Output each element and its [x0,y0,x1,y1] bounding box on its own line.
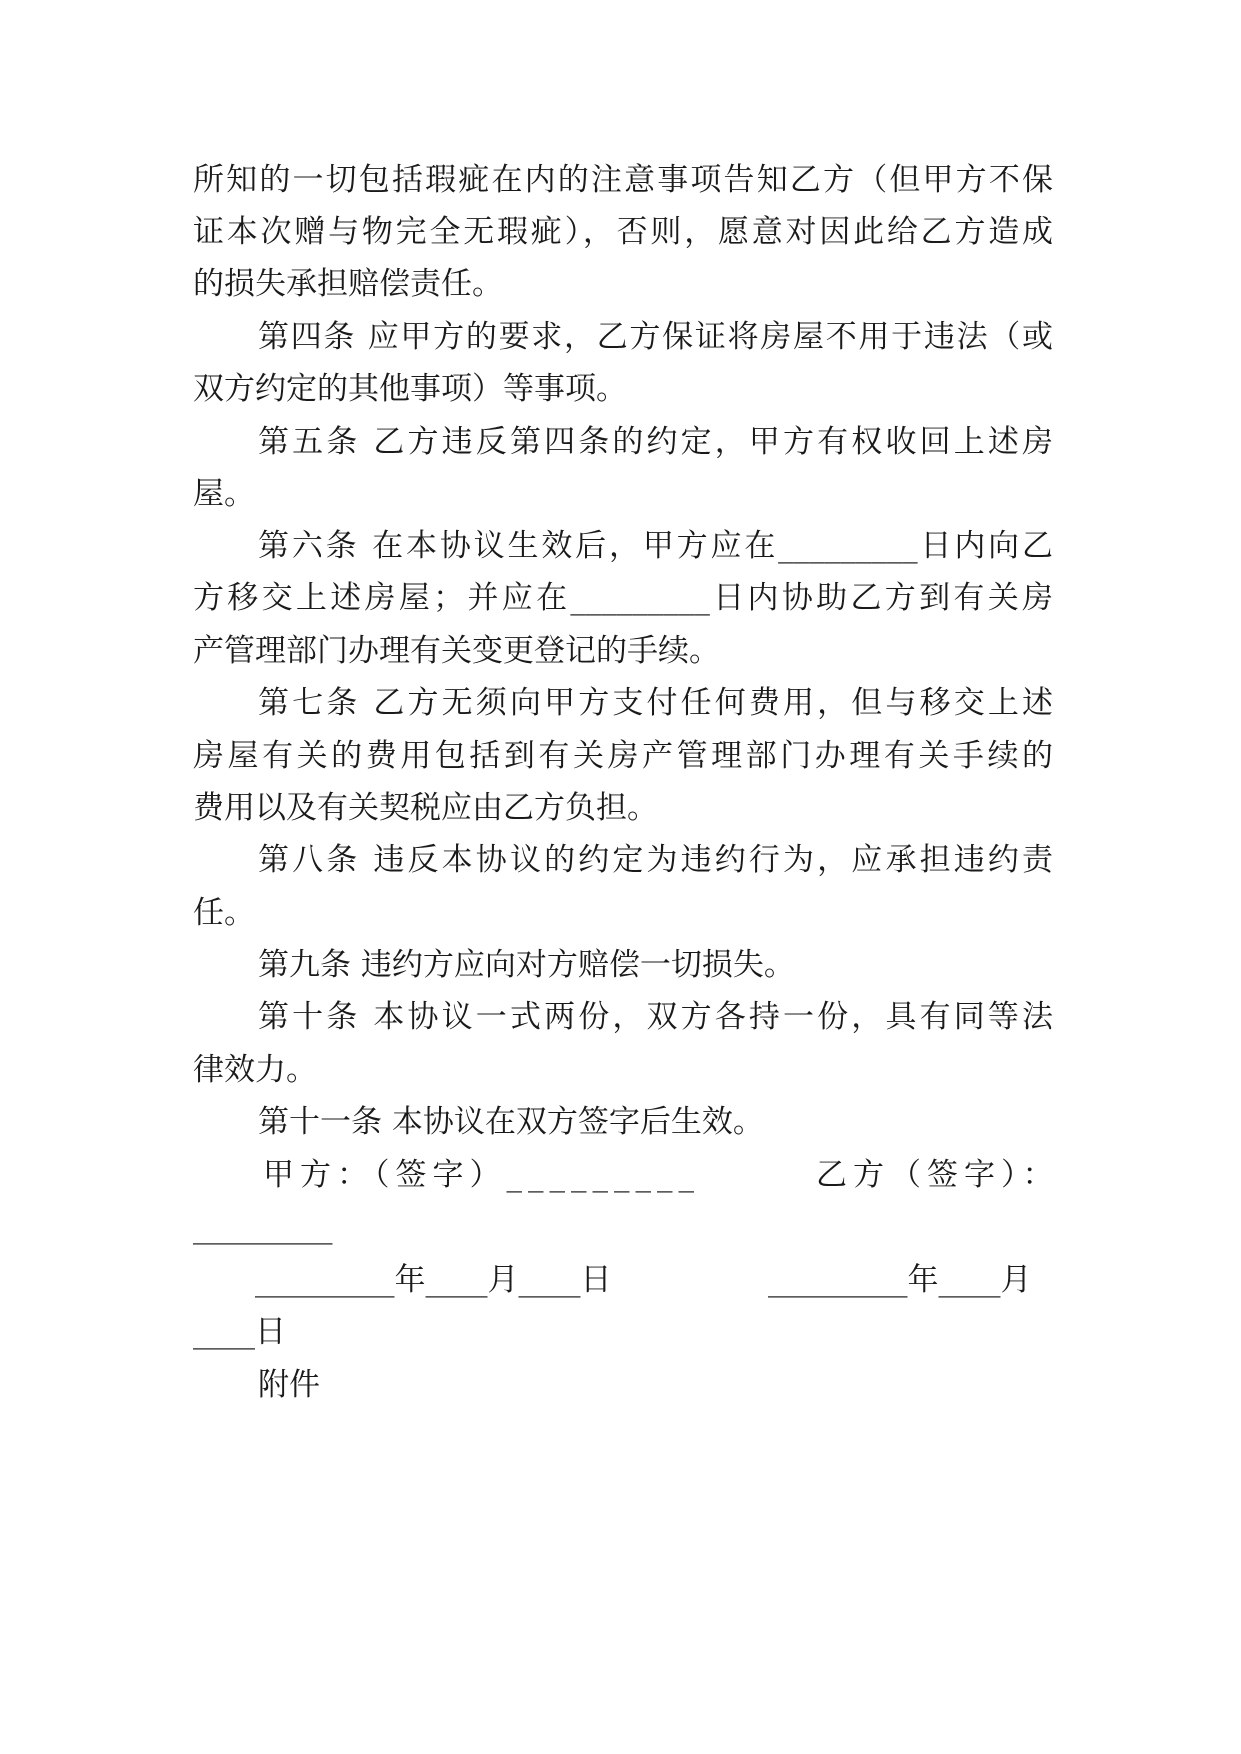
article-8-line: 第八条 违反本协议的约定为违约行为，应承担违约责 [258,842,1053,878]
article-7-line: 房屋有关的费用包括到有关房产管理部门办理有关手续的 [193,738,1053,774]
article-6-line: 方移交上述房屋；并应在_________日内协助乙方到有关房 [193,580,1053,616]
article-6-line: 第六条 在本协议生效后，甲方应在_________日内向乙 [258,528,1053,564]
date-wrap-row [193,1312,1053,1352]
article-5-line: 第五条 乙方违反第四条的约定，甲方有权收回上述房 [258,424,1053,460]
paragraph-line: 的损失承担赔偿责任。 [193,266,503,302]
article-6-line: 产管理部门办理有关变更登记的手续。 [193,633,720,669]
appendix-label: 附件 [258,1367,320,1403]
party-a-date: _________年____月____日 [255,1262,612,1298]
paragraph-line: 所知的一切包括瑕疵在内的注意事项告知乙方（但甲方不保 [193,162,1053,198]
party-b-date-day: ____日 [193,1314,286,1350]
article-9-line: 第九条 违约方应向对方赔偿一切损失。 [258,947,795,983]
article-4-line: 第四条 应甲方的要求，乙方保证将房屋不用于违法（或 [258,319,1053,355]
article-7-line: 第七条 乙方无须向甲方支付任何费用，但与移交上述 [258,685,1053,721]
party-b-signature-blank: _________ [193,1209,333,1245]
article-11-line: 第十一条 本协议在双方签字后生效。 [258,1104,764,1140]
article-10-line: 第十条 本协议一式两份，双方各持一份，具有同等法 [258,999,1053,1035]
paragraph-line: 证本次赠与物完全无瑕疵），否则，愿意对因此给乙方造成 [193,214,1053,250]
party-b-signature: 乙方（签字）： [816,1157,1060,1193]
article-4-line: 双方约定的其他事项）等事项。 [193,371,627,407]
signature-blank-row [193,1207,1053,1247]
party-b-date: _________年____月 [768,1262,1032,1298]
article-7-line: 费用以及有关契税应由乙方负担。 [193,790,658,826]
article-10-line: 律效力。 [193,1052,317,1088]
article-8-line: 任。 [193,895,255,931]
article-5-line: 屋。 [193,476,255,512]
party-a-signature: 甲方：（签字）_________ [263,1157,700,1193]
